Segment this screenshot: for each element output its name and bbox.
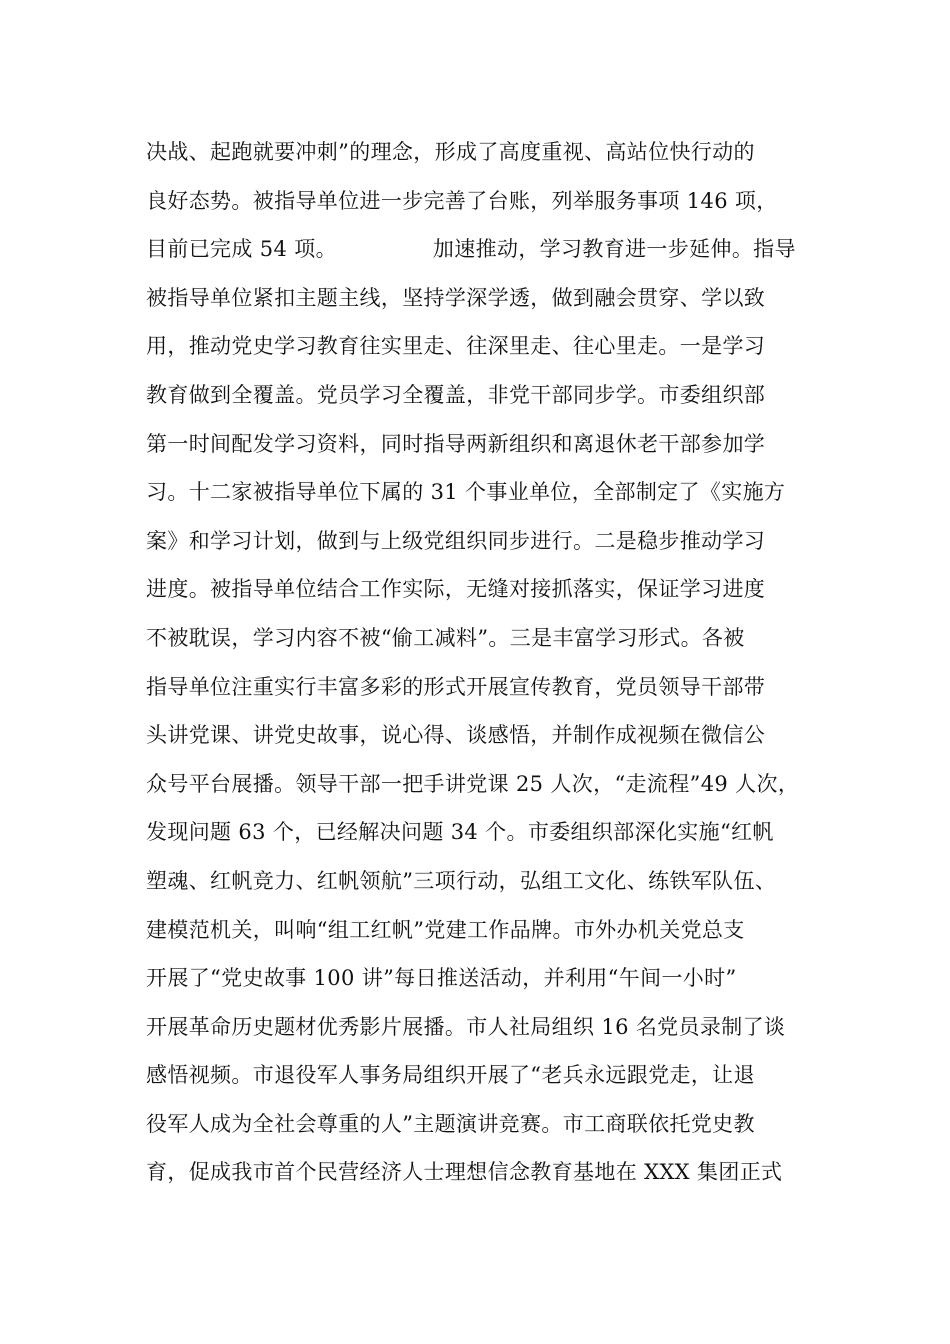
text-line: 塑魂、红帆竞力、红帆领航”三项行动，弘组工文化、练铁军队伍、: [146, 868, 777, 893]
text-line: 进度。被指导单位结合工作实际，无缝对接抓落实，保证学习进度: [146, 577, 766, 602]
text-line: 开展革命历史题材优秀影片展播。市人社局组织 16 名党员录制了谈: [146, 1014, 786, 1039]
text-line: 良好态势。被指导单位进一步完善了台账，列举服务事项 146 项，: [146, 188, 778, 213]
body-text: [146, 128, 826, 1197]
text-line: 教育做到全覆盖。党员学习全覆盖，非党干部同步学。市委组织部: [146, 382, 766, 407]
text-line: 发现问题 63 个，已经解决问题 34 个。市委组织部深化实施“红帆: [146, 820, 774, 845]
text-line: 育，促成我市首个民营经济人士理想信念教育基地在 XXX 集团正式: [146, 1160, 783, 1185]
text-line: 不被耽误，学习内容不被“偷工减料”。三是丰富学习形式。各被: [146, 625, 745, 650]
text-line: 建模范机关，叫响“组工红帆”党建工作品牌。市外办机关党总支: [146, 917, 745, 942]
text-line: 役军人成为全社会尊重的人”主题演讲竞赛。市工商联依托党史教: [146, 1111, 755, 1136]
text-segment: 加速推动，学习教育进一步延伸。指导: [432, 237, 796, 262]
text-line: 案》和学习计划，做到与上级党组织同步进行。二是稳步推动学习: [146, 528, 766, 553]
text-line: 众号平台展播。领导干部一把手讲党课 25 人次，“走流程”49 人次，: [146, 771, 800, 796]
text-line: [146, 225, 826, 274]
text-line: 用，推动党史学习教育往实里走、往深里走、往心里走。一是学习: [146, 334, 766, 359]
text-line: 开展了“党史故事 100 讲”每日推送活动，并利用“午间一小时”: [146, 966, 737, 991]
text-segment: 目前已完成 54 项。: [146, 237, 337, 262]
text-line: 感悟视频。市退役军人事务局组织开展了“老兵永远跟党走，让退: [146, 1063, 755, 1088]
text-line: 第一时间配发学习资料，同时指导两新组织和离退休老干部参加学: [146, 431, 766, 456]
text-line: 习。十二家被指导单位下属的 31 个事业单位，全部制定了《实施方: [146, 480, 786, 505]
text-line: 头讲党课、讲党史故事，说心得、谈感悟，并制作成视频在微信公: [146, 723, 766, 748]
text-line: 指导单位注重实行丰富多彩的形式开展宣传教育，党员领导干部带: [146, 674, 766, 699]
text-line: 被指导单位紧扣主题主线，坚持学深学透，做到融会贯穿、学以致: [146, 285, 766, 310]
text-line: 决战、起跑就要冲刺”的理念，形成了高度重视、高站位快行动的: [146, 140, 755, 164]
